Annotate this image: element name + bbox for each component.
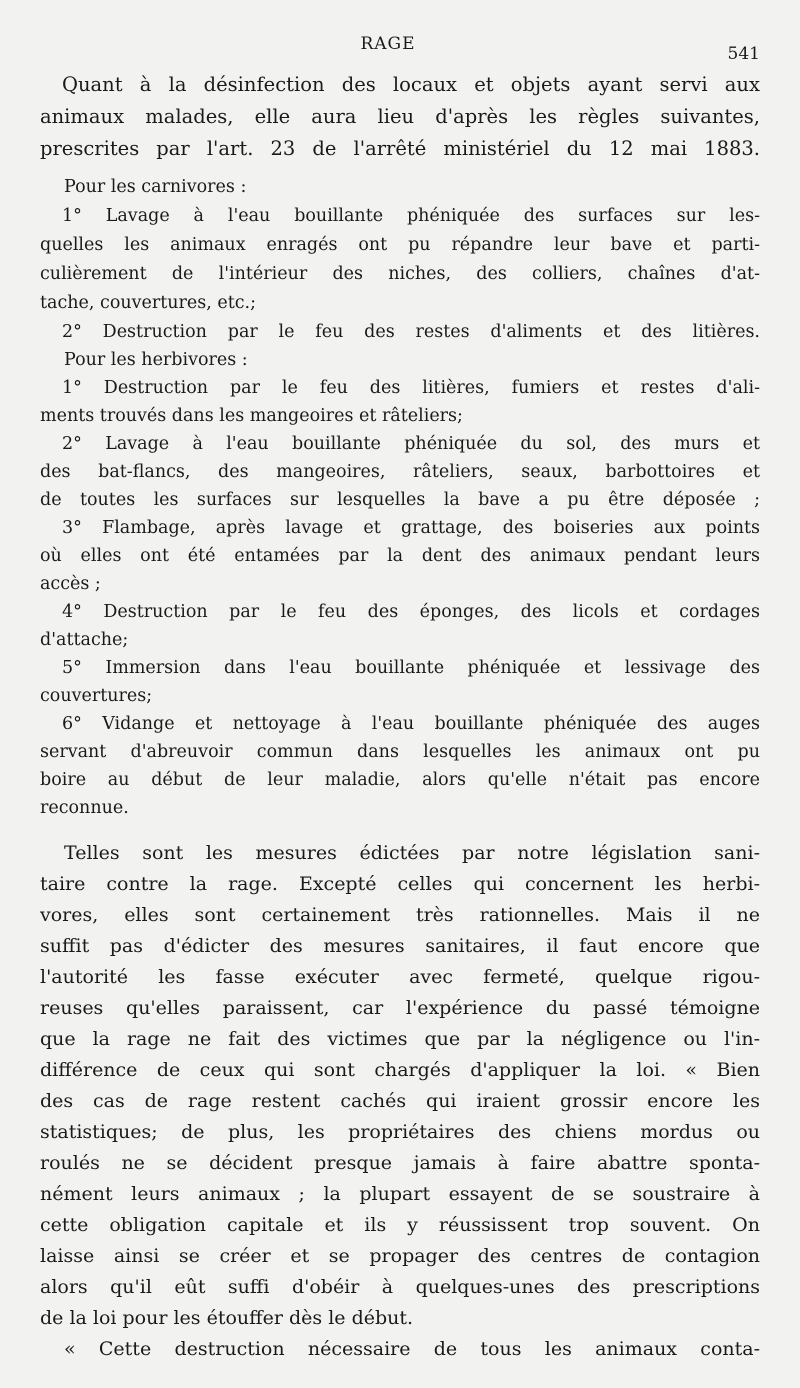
list-heading: Pour les carnivores : xyxy=(64,177,247,197)
page-number: 541 xyxy=(727,44,760,64)
text-line: 6° Vidange et nettoyage à l'eau bouillante phéniquée des auges xyxy=(62,714,760,734)
text-line: 3° Flambage, après lavage et grattage, des boiseries aux points xyxy=(62,518,760,538)
text-line: différence de ceux qui sont chargés d'appliquer la loi. « Bien xyxy=(40,1059,760,1081)
text-line: prescrites par l'art. 23 de l'arrêté ministériel du 12 mai 1883. xyxy=(40,137,760,160)
text-line: où elles ont été entamées par la dent des animaux pendant leurs xyxy=(40,546,760,566)
text-line: Telles sont les mesures édictées par notre législation sani- xyxy=(64,842,760,864)
text-line: 5° Immersion dans l'eau bouillante phéniquée et lessivage des xyxy=(62,658,760,678)
text-line: accès ; xyxy=(40,574,101,594)
text-line: des cas de rage restent cachés qui iraient grossir encore les xyxy=(40,1090,760,1112)
text-line: reuses qu'elles paraissent, car l'expérience du passé témoigne xyxy=(40,997,760,1019)
text-line: des bat-flancs, des mangeoires, râteliers, seaux, barbottoires et xyxy=(40,462,760,482)
text-line: 4° Destruction par le feu des éponges, des licols et cordages xyxy=(62,602,760,622)
text-line: alors qu'il eût suffi d'obéir à quelques-unes des prescriptions xyxy=(40,1276,760,1298)
text-line: l'autorité les fasse exécuter avec fermeté, quelque rigou- xyxy=(40,966,760,988)
text-line: culièrement de l'intérieur des niches, des colliers, chaînes d'at- xyxy=(40,264,760,284)
text-line: 2° Destruction par le feu des restes d'aliments et des litières. xyxy=(62,322,760,342)
text-line: 2° Lavage à l'eau bouillante phéniquée du sol, des murs et xyxy=(62,434,760,454)
text-line: cette obligation capitale et ils y réussissent trop souvent. On xyxy=(40,1214,760,1236)
text-line: boire au début de leur maladie, alors qu'elle n'était pas encore xyxy=(40,770,760,790)
text-line: roulés ne se décident presque jamais à faire abattre sponta- xyxy=(40,1152,760,1174)
text-line: couvertures; xyxy=(40,686,153,706)
text-line: suffit pas d'édicter des mesures sanitaires, il faut encore que xyxy=(40,935,760,957)
text-line: 1° Lavage à l'eau bouillante phéniquée des surfaces sur les- xyxy=(62,206,760,226)
text-line: statistiques; de plus, les propriétaires des chiens mordus ou xyxy=(40,1121,760,1143)
text-line: ments trouvés dans les mangeoires et râteliers; xyxy=(40,406,463,426)
text-line: laisse ainsi se créer et se propager des centres de contagion xyxy=(40,1245,760,1267)
text-line: reconnue. xyxy=(40,798,129,818)
text-line: taire contre la rage. Excepté celles qui concernent les herbi- xyxy=(40,873,760,895)
text-line: servant d'abreuvoir commun dans lesquelles les animaux ont pu xyxy=(40,742,760,762)
running-head xyxy=(0,34,800,64)
running-title: RAGE xyxy=(360,34,416,54)
text-line: vores, elles sont certainement très rationnelles. Mais il ne xyxy=(40,904,760,926)
text-line: que la rage ne fait des victimes que par la négligence ou l'in- xyxy=(40,1028,760,1050)
text-line: d'attache; xyxy=(40,630,129,650)
text-line: de la loi pour les étouffer dès le début. xyxy=(40,1307,414,1329)
text-line: Quant à la désinfection des locaux et objets ayant servi aux xyxy=(62,73,760,96)
list-heading: Pour les herbivores : xyxy=(64,350,248,370)
text-line: tache, couvertures, etc.; xyxy=(40,293,257,313)
text-line: « Cette destruction nécessaire de tous les animaux conta- xyxy=(64,1338,760,1360)
text-line: nément leurs animaux ; la plupart essayent de se soustraire à xyxy=(40,1183,760,1205)
text-line: 1° Destruction par le feu des litières, fumiers et restes d'ali- xyxy=(62,378,760,398)
text-line: de toutes les surfaces sur lesquelles la bave a pu être déposée ; xyxy=(40,490,760,510)
text-line: quelles les animaux enragés ont pu répandre leur bave et parti- xyxy=(40,235,760,255)
text-line: animaux malades, elle aura lieu d'après les règles suivantes, xyxy=(40,105,760,128)
